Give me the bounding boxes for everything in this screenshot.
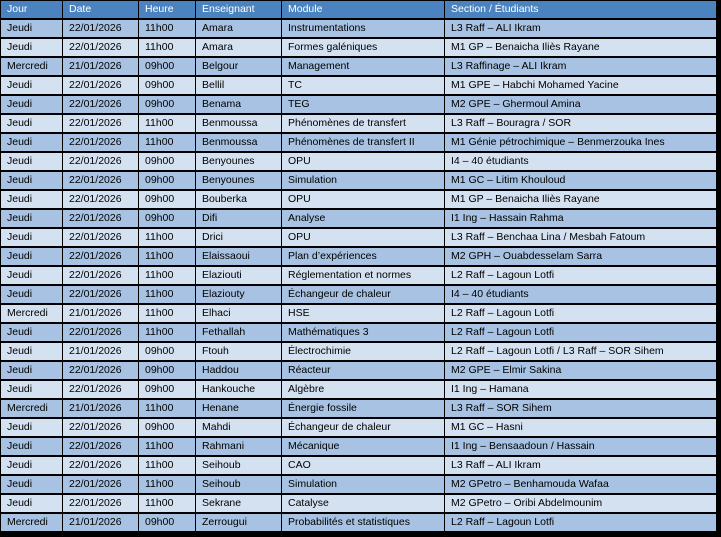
cell-enseignant[interactable]: Benyounes	[196, 153, 282, 172]
cell-section[interactable]: M2 GPE – Ghermoul Amina	[445, 96, 717, 115]
cell-section[interactable]: M1 GC – Litim Khouloud	[445, 172, 717, 191]
table-row	[1, 476, 717, 495]
table-row	[1, 343, 717, 362]
cell-date[interactable]: 22/01/2026	[63, 172, 139, 191]
cell-module[interactable]: Catalyse	[282, 495, 445, 514]
cell-section[interactable]: L3 Raff – SOR Sihem	[445, 400, 717, 419]
cell-date[interactable]: 22/01/2026	[63, 248, 139, 267]
cell-enseignant[interactable]: Bouberka	[196, 191, 282, 210]
cell-module[interactable]: Mécanique	[282, 438, 445, 457]
cell-enseignant[interactable]: Benama	[196, 96, 282, 115]
cell-section[interactable]: M1 GC – Hasni	[445, 419, 717, 438]
column-header-enseignant[interactable]: Enseignant	[196, 1, 282, 20]
cell-module[interactable]: Simulation	[282, 476, 445, 495]
cell-date[interactable]: 22/01/2026	[63, 381, 139, 400]
cell-heure[interactable]: 11h00	[139, 476, 196, 495]
cell-date[interactable]: 22/01/2026	[63, 77, 139, 96]
cell-date[interactable]: 22/01/2026	[63, 419, 139, 438]
table-row	[1, 438, 717, 457]
cell-jour[interactable]: Jeudi	[1, 495, 63, 514]
schedule-table	[1, 1, 717, 533]
table-row	[1, 248, 717, 267]
cell-heure[interactable]: 11h00	[139, 305, 196, 324]
cell-jour[interactable]: Jeudi	[1, 210, 63, 229]
column-header-date[interactable]: Date	[63, 1, 139, 20]
cell-enseignant[interactable]: Elhaci	[196, 305, 282, 324]
table-row	[1, 20, 717, 39]
cell-section[interactable]: L3 Raff – Benchaa Lina / Mesbah Fatoum	[445, 229, 717, 248]
cell-heure[interactable]: 09h00	[139, 77, 196, 96]
cell-module[interactable]: Énergie fossile	[282, 400, 445, 419]
cell-module[interactable]: Échangeur de chaleur	[282, 419, 445, 438]
cell-section[interactable]: L3 Raff – Bouragra / SOR	[445, 115, 717, 134]
table-row	[1, 77, 717, 96]
cell-module[interactable]: Réacteur	[282, 362, 445, 381]
cell-jour[interactable]: Jeudi	[1, 248, 63, 267]
cell-jour[interactable]: Jeudi	[1, 381, 63, 400]
cell-section[interactable]: I4 – 40 étudiants	[445, 286, 717, 305]
cell-module[interactable]: OPU	[282, 229, 445, 248]
cell-section[interactable]: M1 Génie pétrochimique – Benmerzouka Ines	[445, 134, 717, 153]
cell-jour[interactable]: Jeudi	[1, 134, 63, 153]
cell-section[interactable]: L2 Raff – Lagoun Lotfi	[445, 324, 717, 343]
cell-section[interactable]: L2 Raff – Lagoun Lotfi / L3 Raff – SOR Sihem	[445, 343, 717, 362]
column-header-heure[interactable]: Heure	[139, 1, 196, 20]
cell-jour[interactable]: Jeudi	[1, 438, 63, 457]
cell-enseignant[interactable]: Mahdi	[196, 419, 282, 438]
cell-section[interactable]: I1 Ing – Bensaadoun / Hassain	[445, 438, 717, 457]
cell-enseignant[interactable]: Benmoussa	[196, 134, 282, 153]
cell-date[interactable]: 22/01/2026	[63, 457, 139, 476]
table-row	[1, 172, 717, 191]
cell-jour[interactable]: Jeudi	[1, 343, 63, 362]
cell-jour[interactable]: Jeudi	[1, 324, 63, 343]
table-row	[1, 324, 717, 343]
cell-module[interactable]: OPU	[282, 191, 445, 210]
cell-heure[interactable]: 11h00	[139, 248, 196, 267]
cell-heure[interactable]: 11h00	[139, 457, 196, 476]
cell-enseignant[interactable]: Hankouche	[196, 381, 282, 400]
table-body	[1, 20, 717, 533]
cell-heure[interactable]: 11h00	[139, 495, 196, 514]
cell-module[interactable]: Mathématiques 3	[282, 324, 445, 343]
cell-module[interactable]: CAO	[282, 457, 445, 476]
cell-heure[interactable]: 11h00	[139, 134, 196, 153]
cell-heure[interactable]: 09h00	[139, 381, 196, 400]
table-row	[1, 229, 717, 248]
cell-heure[interactable]: 11h00	[139, 324, 196, 343]
cell-date[interactable]: 22/01/2026	[63, 267, 139, 286]
cell-date[interactable]: 22/01/2026	[63, 495, 139, 514]
cell-date[interactable]: 22/01/2026	[63, 362, 139, 381]
cell-heure[interactable]: 11h00	[139, 400, 196, 419]
table-row	[1, 58, 717, 77]
cell-enseignant[interactable]: Difi	[196, 210, 282, 229]
table-row	[1, 362, 717, 381]
cell-date[interactable]: 21/01/2026	[63, 58, 139, 77]
cell-date[interactable]: 21/01/2026	[63, 400, 139, 419]
cell-date[interactable]: 22/01/2026	[63, 210, 139, 229]
cell-date[interactable]: 22/01/2026	[63, 153, 139, 172]
cell-jour[interactable]: Jeudi	[1, 77, 63, 96]
cell-heure[interactable]: 09h00	[139, 172, 196, 191]
cell-module[interactable]: Probabilités et statistiques	[282, 514, 445, 533]
cell-module[interactable]: Algèbre	[282, 381, 445, 400]
cell-module[interactable]: Instrumentations	[282, 20, 445, 39]
cell-section[interactable]: L3 Raff – ALI Ikram	[445, 20, 717, 39]
cell-date[interactable]: 22/01/2026	[63, 96, 139, 115]
cell-section[interactable]: M2 GPH – Ouabdesselam Sarra	[445, 248, 717, 267]
table-row	[1, 96, 717, 115]
table-row	[1, 267, 717, 286]
cell-section[interactable]: M1 GPE – Habchi Mohamed Yacine	[445, 77, 717, 96]
table-row	[1, 191, 717, 210]
cell-enseignant[interactable]: Elaziouti	[196, 267, 282, 286]
table-row	[1, 400, 717, 419]
cell-module[interactable]: Formes galéniques	[282, 39, 445, 58]
column-header-module[interactable]: Module	[282, 1, 445, 20]
cell-enseignant[interactable]: Amara	[196, 39, 282, 58]
cell-heure[interactable]: 11h00	[139, 20, 196, 39]
cell-jour[interactable]: Jeudi	[1, 229, 63, 248]
cell-module[interactable]: HSE	[282, 305, 445, 324]
cell-module[interactable]: Phénomènes de transfert II	[282, 134, 445, 153]
cell-heure[interactable]: 11h00	[139, 39, 196, 58]
cell-module[interactable]: Plan d’expériences	[282, 248, 445, 267]
cell-enseignant[interactable]: Drici	[196, 229, 282, 248]
cell-section[interactable]: I1 Ing – Hassain Rahma	[445, 210, 717, 229]
cell-heure[interactable]: 09h00	[139, 58, 196, 77]
cell-jour[interactable]: Jeudi	[1, 153, 63, 172]
cell-date[interactable]: 21/01/2026	[63, 343, 139, 362]
cell-heure[interactable]: 11h00	[139, 286, 196, 305]
cell-enseignant[interactable]: Benyounes	[196, 172, 282, 191]
cell-enseignant[interactable]: Seihoub	[196, 476, 282, 495]
cell-date[interactable]: 22/01/2026	[63, 286, 139, 305]
cell-jour[interactable]: Mercredi	[1, 514, 63, 533]
table-row	[1, 39, 717, 58]
cell-heure[interactable]: 09h00	[139, 153, 196, 172]
cell-enseignant[interactable]: Belgour	[196, 58, 282, 77]
cell-module[interactable]: OPU	[282, 153, 445, 172]
cell-section[interactable]: M2 GPE – Elmir Sakina	[445, 362, 717, 381]
cell-jour[interactable]: Jeudi	[1, 172, 63, 191]
cell-date[interactable]: 21/01/2026	[63, 305, 139, 324]
table-row	[1, 210, 717, 229]
cell-enseignant[interactable]: Elaissaoui	[196, 248, 282, 267]
cell-enseignant[interactable]: Zerrougui	[196, 514, 282, 533]
table-row	[1, 286, 717, 305]
table-row	[1, 514, 717, 533]
cell-date[interactable]: 22/01/2026	[63, 191, 139, 210]
cell-heure[interactable]: 09h00	[139, 96, 196, 115]
table-row	[1, 305, 717, 324]
cell-enseignant[interactable]: Ftouh	[196, 343, 282, 362]
cell-section[interactable]: L3 Raffinage – ALI Ikram	[445, 58, 717, 77]
table-row	[1, 495, 717, 514]
cell-jour[interactable]: Jeudi	[1, 191, 63, 210]
cell-heure[interactable]: 09h00	[139, 514, 196, 533]
cell-jour[interactable]: Jeudi	[1, 115, 63, 134]
cell-heure[interactable]: 11h00	[139, 115, 196, 134]
cell-module[interactable]: Échangeur de chaleur	[282, 286, 445, 305]
cell-heure[interactable]: 09h00	[139, 191, 196, 210]
cell-jour[interactable]: Jeudi	[1, 39, 63, 58]
cell-date[interactable]: 21/01/2026	[63, 514, 139, 533]
cell-date[interactable]: 22/01/2026	[63, 39, 139, 58]
table-row	[1, 419, 717, 438]
table-row	[1, 153, 717, 172]
cell-date[interactable]: 22/01/2026	[63, 438, 139, 457]
cell-jour[interactable]: Jeudi	[1, 362, 63, 381]
cell-module[interactable]: TEG	[282, 96, 445, 115]
cell-heure[interactable]: 11h00	[139, 267, 196, 286]
cell-module[interactable]: TC	[282, 77, 445, 96]
cell-jour[interactable]: Mercredi	[1, 400, 63, 419]
header-row	[1, 1, 717, 20]
cell-heure[interactable]: 11h00	[139, 229, 196, 248]
cell-section[interactable]: M2 GPetro – Oribi Abdelmounim	[445, 495, 717, 514]
cell-jour[interactable]: Mercredi	[1, 58, 63, 77]
cell-heure[interactable]: 09h00	[139, 362, 196, 381]
cell-module[interactable]: Simulation	[282, 172, 445, 191]
cell-section[interactable]: L3 Raff – ALI Ikram	[445, 457, 717, 476]
cell-enseignant[interactable]: Benmoussa	[196, 115, 282, 134]
cell-enseignant[interactable]: Sekrane	[196, 495, 282, 514]
cell-jour[interactable]: Jeudi	[1, 96, 63, 115]
table-row	[1, 134, 717, 153]
cell-jour[interactable]: Jeudi	[1, 286, 63, 305]
cell-section[interactable]: L2 Raff – Lagoun Lotfi	[445, 267, 717, 286]
cell-section[interactable]: M1 GP – Benaicha Iliès Rayane	[445, 39, 717, 58]
cell-date[interactable]: 22/01/2026	[63, 229, 139, 248]
cell-enseignant[interactable]: Bellil	[196, 77, 282, 96]
cell-date[interactable]: 22/01/2026	[63, 20, 139, 39]
cell-section[interactable]: I4 – 40 étudiants	[445, 153, 717, 172]
cell-module[interactable]: Réglementation et normes	[282, 267, 445, 286]
schedule-sheet	[1, 1, 717, 535]
cell-enseignant[interactable]: Elaziouty	[196, 286, 282, 305]
cell-jour[interactable]: Jeudi	[1, 476, 63, 495]
column-header-jour[interactable]: Jour	[1, 1, 63, 20]
cell-heure[interactable]: 09h00	[139, 419, 196, 438]
column-header-section[interactable]: Section / Étudiants	[445, 1, 717, 20]
cell-section[interactable]: L2 Raff – Lagoun Lotfi	[445, 514, 717, 533]
cell-heure[interactable]: 09h00	[139, 210, 196, 229]
cell-module[interactable]: Phénomènes de transfert	[282, 115, 445, 134]
cell-enseignant[interactable]: Henane	[196, 400, 282, 419]
cell-heure[interactable]: 11h00	[139, 438, 196, 457]
cell-jour[interactable]: Jeudi	[1, 457, 63, 476]
table-row	[1, 381, 717, 400]
cell-section[interactable]: I1 Ing – Hamana	[445, 381, 717, 400]
cell-module[interactable]: Électrochimie	[282, 343, 445, 362]
cell-date[interactable]: 22/01/2026	[63, 476, 139, 495]
cell-date[interactable]: 22/01/2026	[63, 324, 139, 343]
cell-enseignant[interactable]: Rahmani	[196, 438, 282, 457]
cell-module[interactable]: Analyse	[282, 210, 445, 229]
cell-jour[interactable]: Mercredi	[1, 305, 63, 324]
cell-date[interactable]: 22/01/2026	[63, 134, 139, 153]
cell-date[interactable]: 22/01/2026	[63, 115, 139, 134]
cell-heure[interactable]: 09h00	[139, 343, 196, 362]
cell-enseignant[interactable]: Fethallah	[196, 324, 282, 343]
cell-jour[interactable]: Jeudi	[1, 20, 63, 39]
table-row	[1, 457, 717, 476]
cell-enseignant[interactable]: Seihoub	[196, 457, 282, 476]
cell-enseignant[interactable]: Amara	[196, 20, 282, 39]
cell-jour[interactable]: Jeudi	[1, 419, 63, 438]
cell-enseignant[interactable]: Haddou	[196, 362, 282, 381]
cell-section[interactable]: L2 Raff – Lagoun Lotfi	[445, 305, 717, 324]
cell-section[interactable]: M2 GPetro – Benhamouda Wafaa	[445, 476, 717, 495]
cell-jour[interactable]: Jeudi	[1, 267, 63, 286]
table-row	[1, 115, 717, 134]
cell-section[interactable]: M1 GP – Benaicha Iliès Rayane	[445, 191, 717, 210]
cell-module[interactable]: Management	[282, 58, 445, 77]
